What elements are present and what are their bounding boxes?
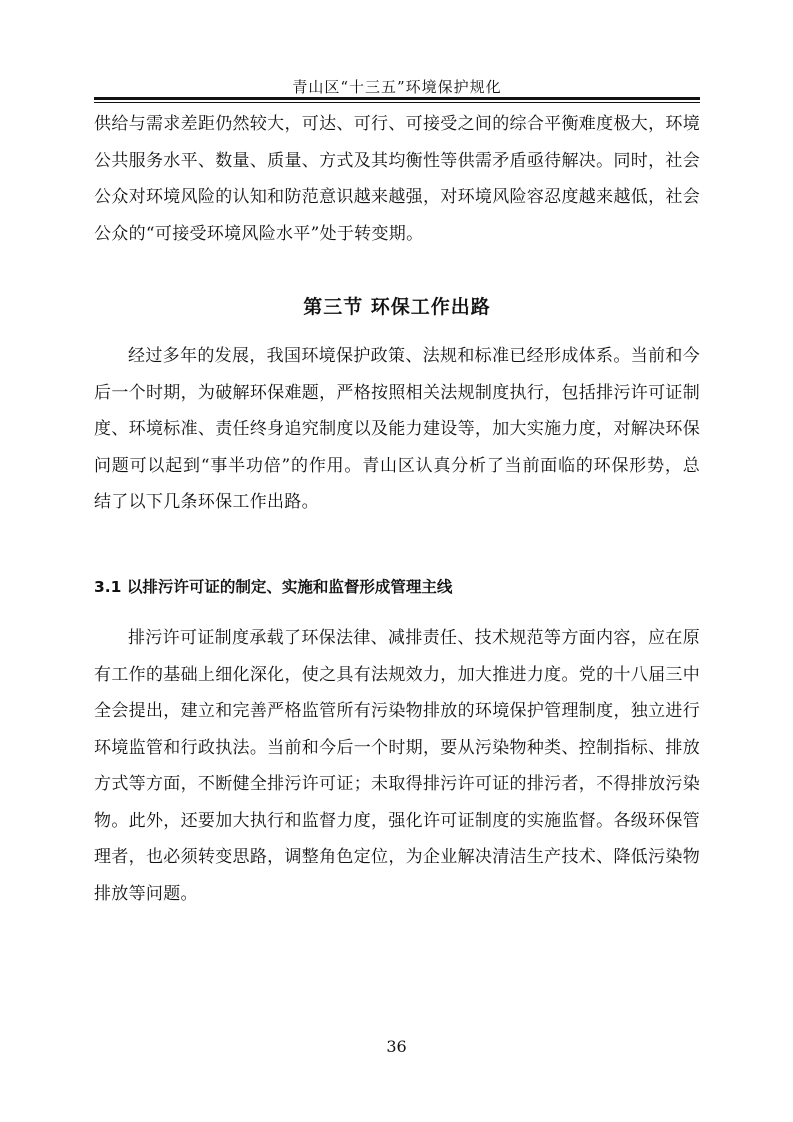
header-rule-thick <box>94 97 700 100</box>
paragraph-section-intro: 经过多年的发展，我国环境保护政策、法规和标准已经形成体系。当前和今后一个时期，为破解环保难题，严格按照相关法规制度执行，包括排污许可证制度、环境标准、责任终身追究制度以及能力建设等，加大实施力度，对解决环保问题可以起到“事半功倍”的作用。青山区认真分析了当前面临的环保形势，总结了以下几条环保工作出路。 <box>94 346 700 512</box>
paragraph-intro-continuation: 供给与需求差距仍然较大，可达、可行、可接受之间的综合平衡难度极大，环境公共服务水平、数量、质量、方式及其均衡性等供需矛盾亟待解决。同时，社会公众对环境风险的认知和防范意识越来越强，对环境风险容忍度越来越低，社会公众的“可接受环境风险水平”处于转变期。 <box>94 114 700 244</box>
paragraph-subsection-body: 排污许可证制度承载了环保法律、减排责任、技术规范等方面内容，应在原有工作的基础上细化深化，使之具有法规效力，加大推进力度。党的十八届三中全会提出，建立和完善严格监管所有污染物排放的环境保护管理制度，独立进行环境监管和行政执法。当前和今后一个时期，要从污染物种类、控制指标、排放方式等方面，不断健全排污许可证；未取得排污许可证的排污者，不得排放污染物。此外，还要加大执行和监督力度，强化许可证制度的实施监督。各级环保管理者，也必须转变思路，调整角色定位，为企业解决清洁生产技术、降低污染物排放等问题。 <box>94 628 700 904</box>
section-title: 第三节 环保工作出路 <box>303 296 491 318</box>
header-rule-thin <box>94 102 700 103</box>
page-number: 36 <box>386 1037 407 1056</box>
subsection-title: 3.1 以排污许可证的制定、实施和监督形成管理主线 <box>94 578 453 596</box>
running-header: 青山区“十三五”环境保护规化 <box>292 78 502 96</box>
